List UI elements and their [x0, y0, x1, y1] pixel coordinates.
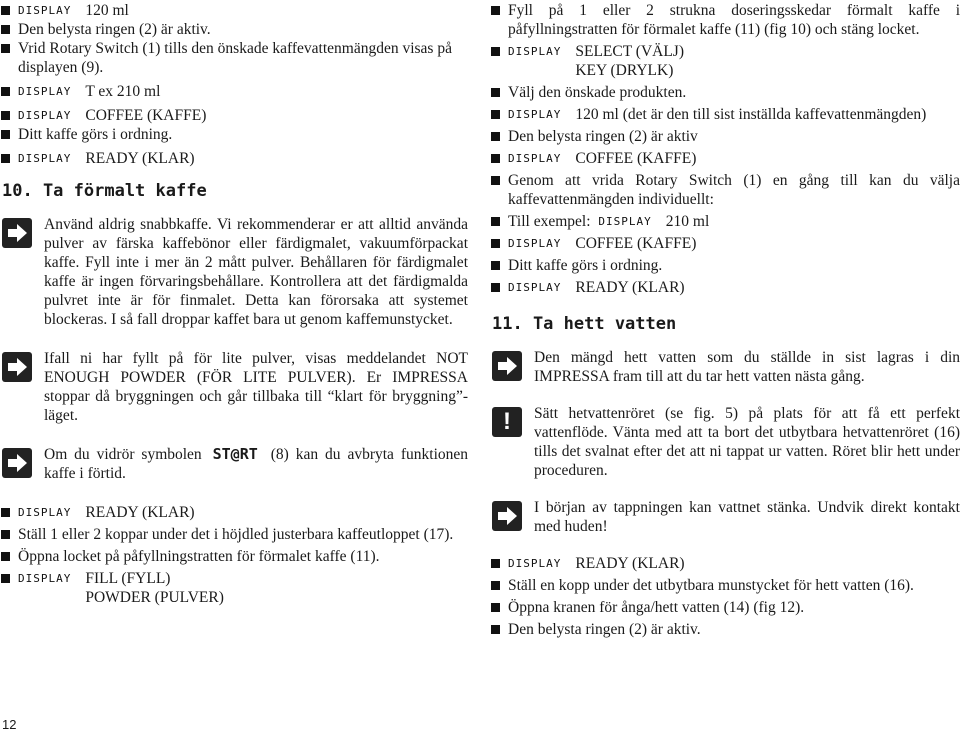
note-text: Ifall ni har fyllt på för lite pulver, visas meddelandet NOT ENOUGH POWDER (FÖR LITE PULVER). Er IMPRESSA stoppar då bryggningen och går tillbaka till “klart för bryggning”-läget.: [44, 350, 468, 424]
list-item-text: KEY (DRYLK): [575, 62, 674, 79]
list-item-text: COFFEE (KAFFE): [575, 235, 697, 252]
list-item: [490, 576, 960, 595]
list-item-text: COFFEE (KAFFE): [85, 107, 207, 124]
list-item: [0, 1, 468, 20]
note-text: Den mängd hett vatten som du ställde in sist lagras i din IMPRESSA fram till att du tar hett vatten nästa gång.: [534, 349, 960, 385]
list-item-text: Ditt kaffe görs i ordning.: [508, 257, 663, 274]
display-label: DISPLAY: [598, 215, 652, 228]
list-item: [490, 171, 960, 209]
display-label: DISPLAY: [18, 506, 72, 519]
list-item: [490, 598, 960, 617]
list-item-text: Fyll på 1 eller 2 strukna doseringsskedar förmalt kaffe i påfyllningstratten för förmalet kaffe (11) (fig 10) och stäng locket.: [508, 2, 960, 38]
list-item-text: Öppna kranen för ånga/hett vatten (14) (fig 12).: [508, 599, 805, 616]
list-item: [490, 212, 960, 231]
list-item-text: Den belysta ringen (2) är aktiv: [508, 128, 698, 145]
display-label: DISPLAY: [508, 152, 562, 165]
warning-note: [490, 404, 960, 480]
display-label: DISPLAY: [508, 237, 562, 250]
arrow-right-icon: [492, 501, 522, 531]
list-item-text: READY (KLAR): [85, 504, 195, 521]
list-item: [490, 83, 960, 102]
page-number: 12: [2, 717, 17, 732]
section-heading-11: 11. Ta hett vatten: [492, 314, 677, 334]
display-label: DISPLAY: [18, 572, 72, 585]
section-heading-10: 10. Ta förmalt kaffe: [2, 181, 207, 201]
list-item: [0, 106, 468, 125]
list-item-text: 120 ml (det är den till sist inställda kaffevattenmängden): [575, 106, 927, 123]
display-label: DISPLAY: [18, 152, 72, 165]
note-text-part: (8) kan du avbryta funktionen kaffe i förtid.: [44, 446, 469, 482]
info-note: [0, 349, 468, 425]
list-item-text: FILL (FYLL): [85, 570, 171, 587]
list-item-text: 210 ml: [665, 213, 710, 230]
list-item: [490, 105, 960, 124]
list-item: [490, 234, 960, 253]
left-column: [0, 0, 469, 732]
display-label: DISPLAY: [18, 109, 72, 122]
display-label: DISPLAY: [508, 108, 562, 121]
arrow-right-icon: [492, 351, 522, 381]
list-item: [0, 503, 468, 522]
display-label: DISPLAY: [18, 85, 72, 98]
list-item: [490, 1, 960, 39]
list-item: [0, 149, 468, 168]
list-item-text: Genom att vrida Rotary Switch (1) en gång till kan du välja kaffevattenmängden individuellt:: [508, 172, 960, 208]
list-item-text: READY (KLAR): [575, 555, 685, 572]
list-item-text: Ditt kaffe görs i ordning.: [18, 126, 173, 143]
display-label: DISPLAY: [508, 557, 562, 570]
display-label: DISPLAY: [508, 281, 562, 294]
info-note: [0, 215, 468, 329]
list-item: [0, 525, 468, 544]
list-item-text: Ställ 1 eller 2 koppar under det i höjdled justerbara kaffeutloppet (17).: [18, 526, 454, 543]
list-item: [0, 82, 468, 101]
info-note: [0, 445, 468, 483]
display-label: DISPLAY: [508, 45, 562, 58]
note-text: I början av tappningen kan vattnet stänka. Undvik direkt kontakt med huden!: [534, 499, 960, 535]
list-item: [490, 278, 960, 297]
list-item: [490, 42, 960, 80]
list-item: [0, 125, 468, 144]
left-bottom-list: [0, 503, 468, 607]
right-column: [490, 0, 960, 639]
list-item: [490, 127, 960, 146]
list-item-text: Den belysta ringen (2) är aktiv.: [508, 621, 701, 638]
arrow-right-icon: [2, 218, 32, 248]
note-text: Sätt hetvattenröret (se fig. 5) på plats för att få ett perfekt vattenflöde. Vänta med att ta bort det utbytbara hetvattenröret (16) tills det svalnat efter det att ni tappat ur vatten. Röret blir hett under proceduren.: [534, 405, 960, 479]
list-item: [0, 547, 468, 566]
note-text-part: Om du vidrör symbolen: [44, 446, 202, 463]
list-item-text: Välj den önskade produkten.: [508, 84, 687, 101]
list-item: [0, 20, 468, 39]
list-item-text: 120 ml: [85, 2, 129, 19]
right-list-2: [490, 554, 960, 639]
list-item: [490, 149, 960, 168]
list-item-text: Ställ en kopp under det utbytbara munstycket för hett vatten (16).: [508, 577, 914, 594]
start-symbol: ST@RT: [212, 445, 258, 463]
info-note: [490, 498, 960, 536]
arrow-right-icon: [2, 448, 32, 478]
note-text: [44, 445, 468, 483]
list-item: [490, 620, 960, 639]
info-note: [490, 348, 960, 386]
left-top-list: [0, 1, 468, 168]
list-item-text: Till exempel:: [508, 213, 591, 230]
note-text: Använd aldrig snabbkaffe. Vi rekommenderar er att alltid använda pulver av färska kaffebönor eller färdigmalet, vakuumförpackat kaffe. Fyll inte i mer än 2 mått pulver. Behållaren för färdigmalet kaffe är ingen förvaringsbehållare. Kontrollera att det färdigmalda pulvret inte är för finmalet. Detta kan förorsaka att systemet blockeras. I så fall droppar kaffet bara ut genom kaffemunstycket.: [44, 216, 468, 328]
list-item: [0, 569, 468, 607]
list-item-text: SELECT (VÄLJ): [575, 43, 684, 60]
list-item-text: COFFEE (KAFFE): [575, 150, 697, 167]
list-item-text: Vrid Rotary Switch (1) tills den önskade kaffevattenmängden visas på displayen (9).: [18, 40, 452, 76]
arrow-right-icon: [2, 352, 32, 382]
list-item: [490, 256, 960, 275]
list-item-text: T ex 210 ml: [85, 83, 161, 100]
list-item-text: READY (KLAR): [575, 279, 685, 296]
list-item: [0, 39, 468, 77]
right-list-1: [490, 1, 960, 297]
display-label: DISPLAY: [18, 4, 72, 17]
exclamation-icon: !: [492, 407, 522, 437]
list-item-text: Öppna locket på påfyllningstratten för förmalet kaffe (11).: [18, 548, 380, 565]
list-item-text: POWDER (PULVER): [85, 589, 224, 606]
list-item-text: READY (KLAR): [85, 150, 195, 167]
list-item-text: Den belysta ringen (2) är aktiv.: [18, 21, 211, 38]
list-item: [490, 554, 960, 573]
